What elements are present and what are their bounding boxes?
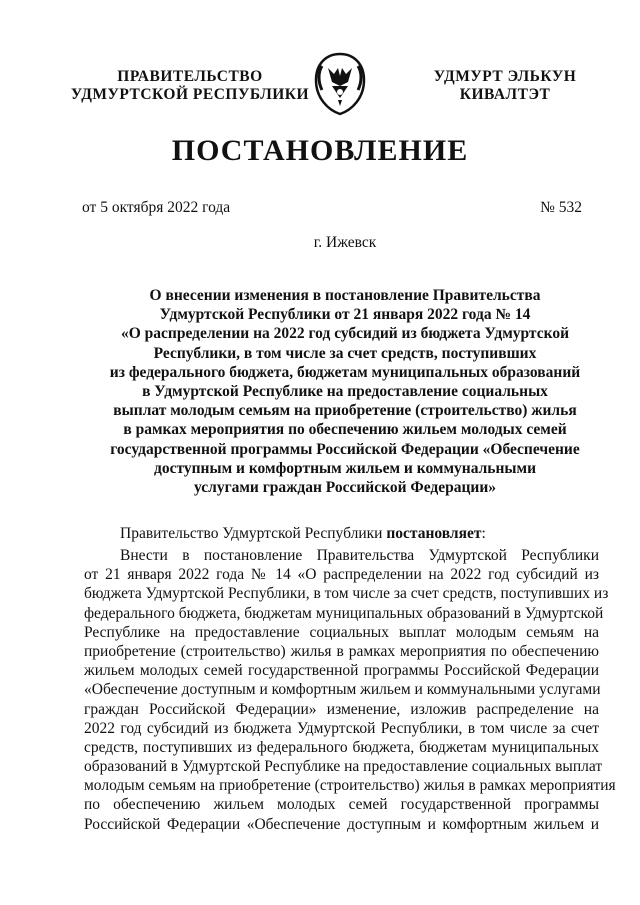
subject-line: «О распределении на 2022 год субсидий из бюджета Удмуртской: [120, 325, 570, 343]
udmurt-name-line2: КИВАЛТЭТ: [459, 86, 551, 103]
subject-line: доступным и комфортным жильем и коммунальными: [154, 459, 536, 477]
subject-line: из федерального бюджета, бюджетам муниципальных образований: [109, 363, 581, 381]
body-paragraph: [84, 546, 616, 834]
body-line: от 21 января 2022 года № 14 «О распределении на 2022 год субсидий из: [84, 566, 599, 584]
document-number: № 532: [540, 199, 582, 216]
body-line: по обеспечению жильем молодых семей государственной программы: [84, 796, 599, 814]
subject-line: Республики, в том числе за счет средств, поступивших: [153, 344, 537, 362]
subject-line: услугами граждан Российской Федерации»: [193, 479, 497, 497]
government-name-russian: [70, 68, 310, 104]
intro-paragraph: [120, 525, 486, 543]
body-line: средств, поступивших из федерального бюджета, бюджетам муниципальных: [84, 738, 599, 756]
body-line: федерального бюджета, бюджетам муниципальных образований в Удмуртской: [84, 604, 604, 622]
body-line: жильем молодых семей государственной программы Российской Федерации: [84, 662, 599, 680]
udmurt-name-line1: УДМУРТ ЭЛЬКУН: [433, 68, 577, 85]
coat-of-arms-icon: [312, 52, 368, 116]
body-line: молодым семьям на приобретение (строительство) жилья в рамках мероприятия: [84, 777, 616, 795]
body-line: 2022 год субсидий из бюджета Удмуртской Республики, в том числе за счет: [84, 719, 599, 737]
document-title: ПОСТАНОВЛЕНИЕ: [171, 134, 469, 167]
government-name-udmurt: [395, 68, 615, 104]
document-city: г. Ижевск: [313, 234, 377, 251]
intro-colon: :: [481, 525, 486, 542]
subject-line: в Удмуртской Республике на предоставление социальных: [142, 383, 548, 401]
subject-line: Удмуртской Республики от 21 января 2022 года № 14: [159, 306, 531, 324]
body-line: бюджета Удмуртской Республики, в том числе за счет средств, поступивших из: [84, 585, 609, 603]
body-line: образований в Удмуртской Республике на предоставление социальных выплат: [84, 758, 603, 776]
body-line: приобретение (строительство) жилья в рамках мероприятия по обеспечению: [84, 642, 599, 660]
subject-line: О внесении изменения в постановление Правительства: [149, 287, 541, 304]
intro-text: Правительство Удмуртской Республики: [120, 525, 387, 542]
subject-line: в рамках мероприятия по обеспечению жильем молодых семей: [123, 421, 567, 439]
subject-line: выплат молодым семьям на приобретение (строительство) жилья: [113, 402, 577, 420]
government-name-line2: УДМУРТСКОЙ РЕСПУБЛИКИ: [70, 86, 310, 103]
document-subject: [95, 286, 595, 497]
body-line: Российской Федерации «Обеспечение доступным и комфортным жильем и: [84, 815, 599, 833]
document-date: от 5 октября 2022 года: [82, 199, 231, 216]
intro-bold-verb: постановляет: [386, 525, 482, 542]
body-line: граждан Российской Федерации» изменение, изложив распределение на: [84, 700, 599, 718]
subject-line: государственной программы Российской Федерации «Обеспечение: [110, 440, 580, 458]
government-name-line1: ПРАВИТЕЛЬСТВО: [117, 68, 263, 85]
body-line: Республике на предоставление социальных выплат молодым семьям на: [84, 623, 599, 641]
body-line: «Обеспечение доступным и комфортным жильем и коммунальными услугами: [84, 681, 601, 699]
body-line: Внести в постановление Правительства Удмуртской Республики: [120, 547, 599, 564]
